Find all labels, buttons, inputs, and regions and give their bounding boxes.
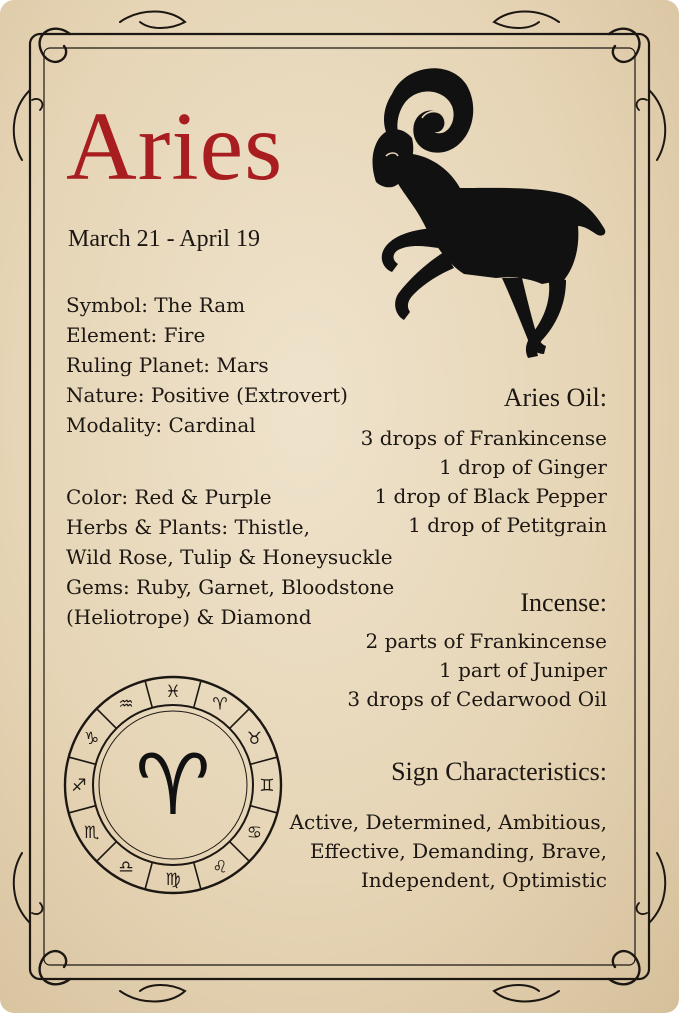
wheel-divider	[194, 862, 201, 889]
fact-nature: Nature: Positive (Extrovert)	[66, 383, 348, 407]
oil-recipe-list	[361, 424, 607, 540]
wheel-divider	[250, 806, 277, 813]
zodiac-sign-glyph: ♓	[165, 682, 181, 702]
wheel-divider	[97, 709, 117, 729]
wheel-divider	[194, 681, 201, 708]
wheel-divider	[250, 757, 277, 764]
aries-glyph: ♈	[135, 736, 211, 834]
fact-symbol: Symbol: The Ram	[66, 293, 246, 317]
correspondence-line: Herbs & Plants: Thistle,	[66, 515, 310, 539]
oil-ingredient: 1 drop of Petitgrain	[408, 513, 607, 537]
correspondence-line: Color: Red & Purple	[66, 485, 272, 509]
oil-ingredient: 1 drop of Black Pepper	[374, 484, 607, 508]
characteristics-heading: Sign Characteristics:	[391, 757, 607, 786]
zodiac-sign-glyph: ♏	[83, 823, 100, 843]
wheel-divider	[97, 842, 117, 862]
sign-facts-list	[66, 290, 348, 440]
zodiac-sign-glyph: ♉	[246, 729, 263, 749]
correspondence-line: Wild Rose, Tulip & Honeysuckle	[66, 545, 393, 569]
incense-ingredient: 2 parts of Frankincense	[365, 629, 607, 653]
incense-ingredient: 3 drops of Cedarwood Oil	[347, 687, 607, 711]
wheel-divider	[230, 709, 250, 729]
correspondences-list	[66, 482, 394, 632]
date-range: March 21 - April 19	[68, 226, 260, 252]
wheel-divider	[69, 806, 96, 813]
ram-silhouette-icon	[352, 58, 614, 370]
wheel-divider	[69, 757, 96, 764]
correspondence-line: (Heliotrope) & Diamond	[66, 605, 312, 629]
zodiac-sign-glyph: ♌	[212, 857, 228, 878]
fact-ruling-planet: Ruling Planet: Mars	[66, 353, 269, 377]
zodiac-sign-glyph: ♒	[118, 694, 134, 715]
oil-heading: Aries Oil:	[503, 383, 607, 412]
characteristics-line: Independent, Optimistic	[360, 868, 607, 892]
wheel-divider	[145, 681, 152, 708]
characteristics-line: Active, Determined, Ambitious,	[289, 810, 607, 834]
incense-recipe-list	[347, 627, 607, 714]
zodiac-sign-glyph: ♍	[165, 870, 181, 890]
characteristics-line: Effective, Demanding, Brave,	[309, 839, 607, 863]
zodiac-sign-glyph: ♐	[71, 776, 87, 796]
zodiac-sign-glyph: ♑	[83, 729, 100, 749]
wheel-divider	[145, 862, 152, 889]
fact-element: Element: Fire	[66, 323, 206, 347]
zodiac-sign-glyph: ♎	[118, 857, 134, 878]
correspondence-line: Gems: Ruby, Garnet, Bloodstone	[66, 575, 395, 599]
oil-ingredient: 1 drop of Ginger	[439, 455, 607, 479]
zodiac-sign-glyph: ♈	[212, 694, 228, 715]
zodiac-wheel-icon	[62, 674, 284, 896]
wheel-divider	[230, 842, 250, 862]
zodiac-sign-glyph: ♋	[246, 823, 263, 843]
page-title: Aries	[66, 93, 284, 201]
incense-heading: Incense:	[520, 588, 607, 617]
fact-modality: Modality: Cardinal	[66, 413, 256, 437]
characteristics-list	[290, 808, 607, 895]
zodiac-sign-glyph: ♊	[259, 776, 275, 796]
incense-ingredient: 1 part of Juniper	[439, 658, 607, 682]
oil-ingredient: 3 drops of Frankincense	[360, 426, 607, 450]
